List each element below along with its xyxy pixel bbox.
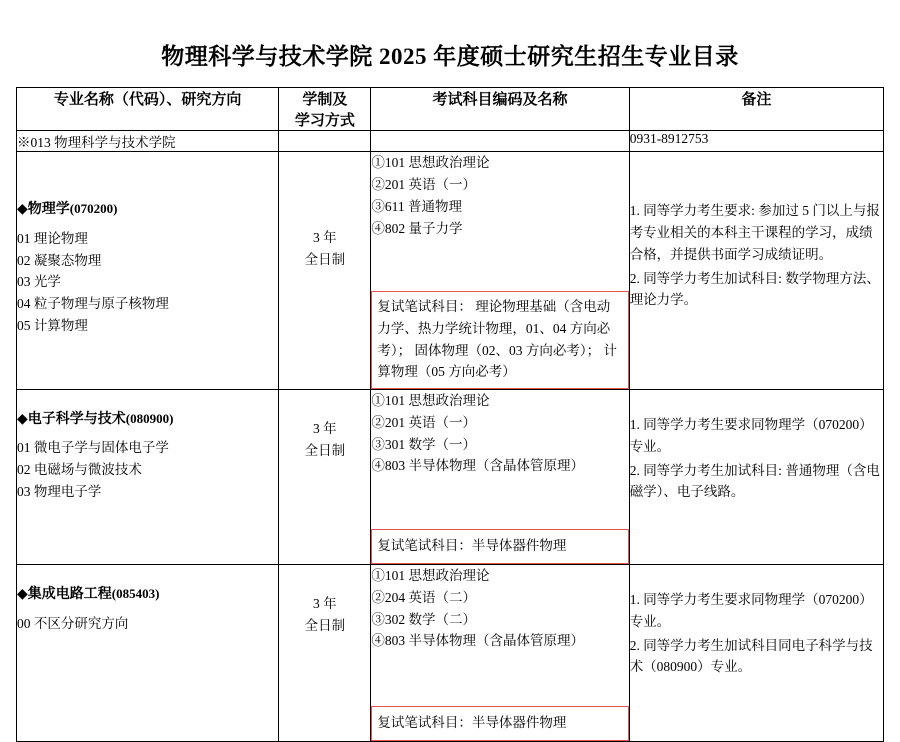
retest-subject-highlight: 复试笔试科目： 理论物理基础（含电动力学、热力学统计物理，01、04 方向必考）； 固体物理（02、03 方向必考）； 计算物理（05 方向必考） xyxy=(371,291,628,388)
table-row xyxy=(17,564,884,741)
major-code-text: (070200) xyxy=(69,201,118,216)
header-mode-line2: 学习方式 xyxy=(294,113,355,129)
page-title: 物理科学与技术学院 2025 年度硕士研究生招生专业目录 xyxy=(161,44,739,69)
study-mode-cell xyxy=(279,389,371,564)
study-length: 3 年 xyxy=(313,230,337,245)
exam-subject-item: ④803 半导体物理（含晶体管原理） xyxy=(371,458,585,474)
major-cell xyxy=(17,564,279,741)
direction-item: 03 物理电子学 xyxy=(17,484,102,500)
major-cell xyxy=(17,152,279,390)
remark-cell xyxy=(629,564,883,741)
direction-item: 01 理论物理 xyxy=(17,230,88,246)
major-name-text: ◆集成电路工程 xyxy=(17,586,112,602)
exam-subject-item: ④802 量子力学 xyxy=(371,220,463,236)
header-subjects-column: 考试科目编码及名称 xyxy=(371,88,629,131)
header-mode-line1: 学制及 xyxy=(302,92,348,108)
exam-subject-item: ①101 思想政治理论 xyxy=(371,567,490,583)
study-mode-cell xyxy=(279,564,371,741)
remark-item: 2. 同等学力考生加试科目: 数学物理方法、理论力学。 xyxy=(629,270,880,308)
table-row xyxy=(17,152,884,390)
admissions-catalog-table xyxy=(16,87,884,742)
remark-cell xyxy=(629,389,883,564)
major-name-text: ◆电子科学与技术 xyxy=(17,411,126,427)
major-code-text: (080900) xyxy=(125,410,174,426)
header-remark-column: 备注 xyxy=(629,88,883,131)
exam-subject-item: ④803 半导体物理（含晶体管原理） xyxy=(371,633,585,649)
study-type: 全日制 xyxy=(304,252,346,268)
major-cell xyxy=(17,389,279,564)
exam-subjects-cell xyxy=(371,389,629,564)
remark-item: 2. 同等学力考生加试科目: 普通物理（含电磁学）、电子线路。 xyxy=(629,462,880,500)
contact-phone: 0931-8912753 xyxy=(629,131,883,152)
study-type: 全日制 xyxy=(304,618,346,634)
exam-subject-item: ①101 思想政治理论 xyxy=(371,155,490,170)
direction-item: 03 光学 xyxy=(17,274,61,290)
exam-subjects-cell xyxy=(371,152,629,390)
table-subheader-row xyxy=(17,131,884,152)
direction-item: 04 粒子物理与原子核物理 xyxy=(17,296,169,312)
exam-subject-item: ③301 数学（一） xyxy=(371,436,477,452)
direction-item: 01 微电子学与固体电子学 xyxy=(17,440,169,456)
remark-item: 2. 同等学力考生加试科目同电子科学与技术（080900）专业。 xyxy=(629,637,873,675)
subheader-subjects-empty xyxy=(371,131,629,152)
study-length: 3 年 xyxy=(313,420,337,436)
remark-cell xyxy=(629,152,883,390)
exam-subject-item: ②201 英语（一） xyxy=(371,414,477,430)
study-type: 全日制 xyxy=(304,443,346,459)
exam-subject-item: ③302 数学（二） xyxy=(371,611,477,627)
header-mode-column xyxy=(279,88,371,131)
major-code-text: (085403) xyxy=(111,585,160,601)
direction-item: 05 计算物理 xyxy=(17,318,88,334)
exam-subjects-cell xyxy=(371,564,629,741)
retest-subject-highlight: 复试笔试科目：半导体器件物理 xyxy=(371,529,628,564)
exam-subject-item: ②201 英语（一） xyxy=(371,176,477,192)
table-header-row xyxy=(17,88,884,131)
exam-subject-item: ③611 普通物理 xyxy=(371,198,463,214)
direction-item: 02 电磁场与微波技术 xyxy=(17,462,142,478)
major-title xyxy=(17,198,278,222)
exam-subject-item: ①101 思想政治理论 xyxy=(371,392,490,408)
header-major-column: 专业名称（代码）、研究方向 xyxy=(17,88,279,131)
direction-item: 02 凝聚态物理 xyxy=(17,252,102,268)
remark-item: 1. 同等学力考生要求: 参加过 5 门以上与报考专业相关的本科主干课程的学习，成绩合格，并提供书面学习成绩证明。 xyxy=(629,203,880,262)
exam-subject-item: ②204 英语（二） xyxy=(371,589,477,605)
remark-item: 1. 同等学力考生要求同物理学（070200）专业。 xyxy=(629,416,873,454)
major-name-text: ◆物理学 xyxy=(17,202,70,217)
retest-subject-highlight: 复试笔试科目：半导体器件物理 xyxy=(371,706,628,741)
major-title xyxy=(17,583,278,607)
study-length: 3 年 xyxy=(313,595,337,611)
direction-item: 00 不区分研究方向 xyxy=(17,615,129,631)
remark-item: 1. 同等学力考生要求同物理学（070200）专业。 xyxy=(629,591,873,629)
subheader-mode-empty xyxy=(279,131,371,152)
table-row xyxy=(17,389,884,564)
major-title xyxy=(17,408,278,432)
study-mode-cell xyxy=(279,152,371,390)
college-name: ※013 物理科学与技术学院 xyxy=(17,131,279,152)
